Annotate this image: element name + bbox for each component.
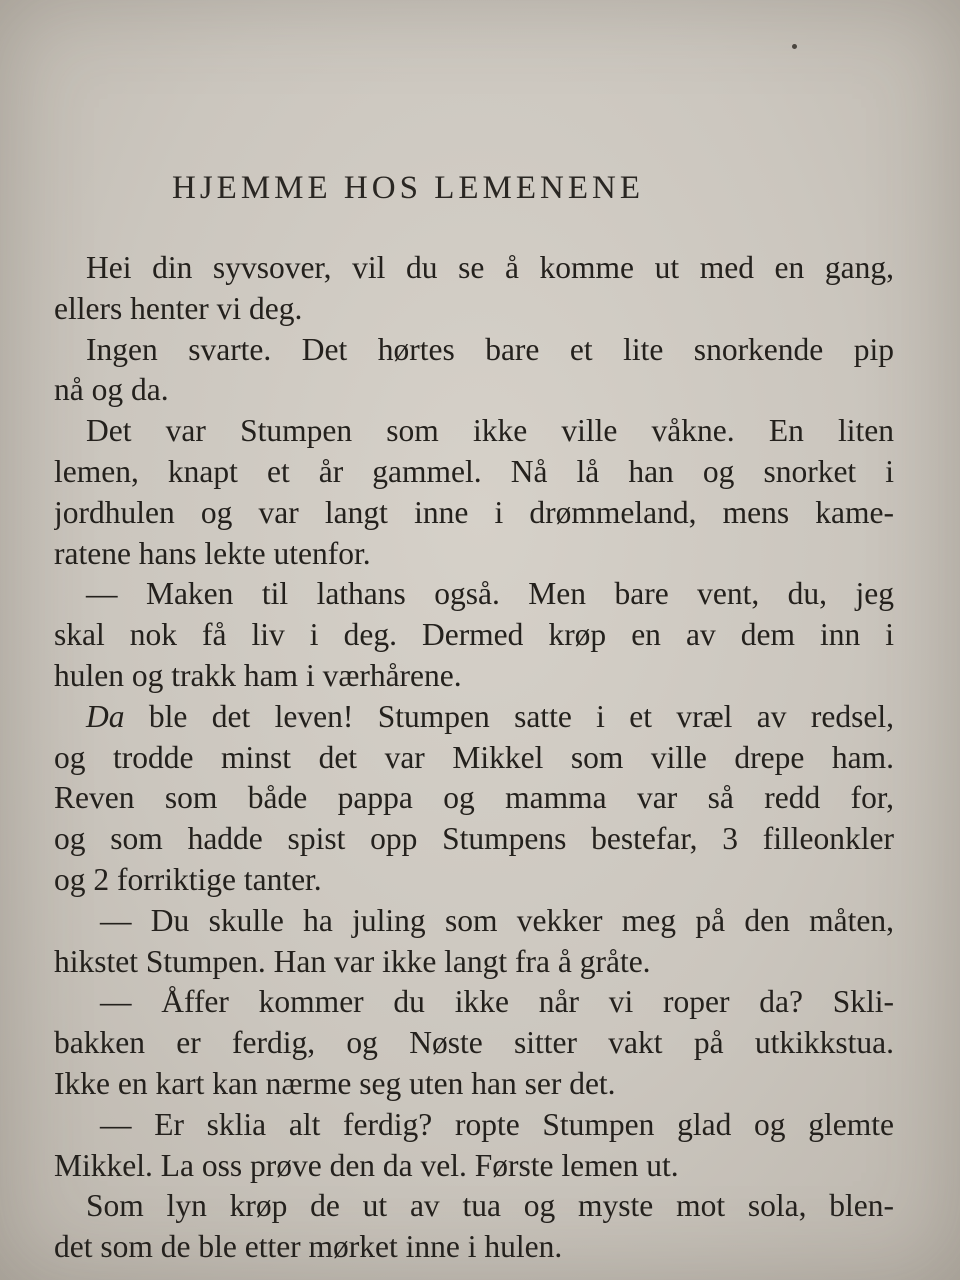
- text-line: Det var Stumpen som ikke ville våkne. En liten: [86, 413, 894, 449]
- text-line: hulen og trakk ham i værhårene.: [54, 657, 462, 693]
- text-line: og 2 forriktige tanter.: [54, 861, 322, 897]
- text-line: jordhulen og var langt inne i drømmeland, mens kame-: [54, 494, 894, 530]
- text-line: Hei din syvsover, vil du se å komme ut med en gang,: [86, 250, 894, 285]
- text-line: og trodde minst det var Mikkel som ville drepe ham.: [54, 739, 894, 775]
- italic-word: Da: [86, 698, 125, 734]
- text-line: — Maken til lathans også. Men bare vent, du, jeg: [86, 576, 894, 612]
- text-line: — Er sklia alt ferdig? ropte Stumpen glad og glemte: [100, 1106, 894, 1142]
- text-line-rest: ble det leven! Stumpen satte i et vræl av redsel,: [124, 698, 894, 734]
- text-line: — Du skulle ha juling som vekker meg på den måten,: [100, 902, 894, 938]
- text-line: Mikkel. La oss prøve den da vel. Første lemen ut.: [54, 1147, 679, 1183]
- paper-speck: [792, 44, 797, 49]
- text-line: — Åffer kommer du ikke når vi roper da? Skli-: [100, 984, 894, 1020]
- text-line: det som de ble etter mørket inne i hulen.: [54, 1229, 563, 1265]
- text-line: [54, 697, 894, 738]
- text-line: nå og da.: [54, 372, 169, 408]
- text-line: Reven som både pappa og mamma var så redd for,: [54, 780, 894, 816]
- text-line: og som hadde spist opp Stumpens bestefar, 3 filleonkler: [54, 821, 894, 857]
- text-line: lemen, knapt et år gammel. Nå lå han og snorket i: [54, 453, 894, 489]
- text-line: ellers henter vi deg.: [54, 290, 303, 326]
- text-line: hikstet Stumpen. Han var ikke langt fra å gråte.: [54, 943, 651, 979]
- chapter-title: HJEMME HOS LEMENENE: [172, 170, 644, 206]
- text-line: bakken er ferdig, og Nøste sitter vakt på utkikkstua.: [54, 1025, 894, 1061]
- text-line: Som lyn krøp de ut av tua og myste mot sola, blen-: [86, 1188, 894, 1224]
- body-text: [54, 248, 894, 1268]
- text-line: skal nok få liv i deg. Dermed krøp en av dem inn i: [54, 617, 894, 653]
- text-line: Ikke en kart kan nærme seg uten han ser det.: [54, 1065, 616, 1101]
- text-line: Ingen svarte. Det hørtes bare et lite snorkende pip: [86, 331, 894, 367]
- text-line: ratene hans lekte utenfor.: [54, 535, 371, 571]
